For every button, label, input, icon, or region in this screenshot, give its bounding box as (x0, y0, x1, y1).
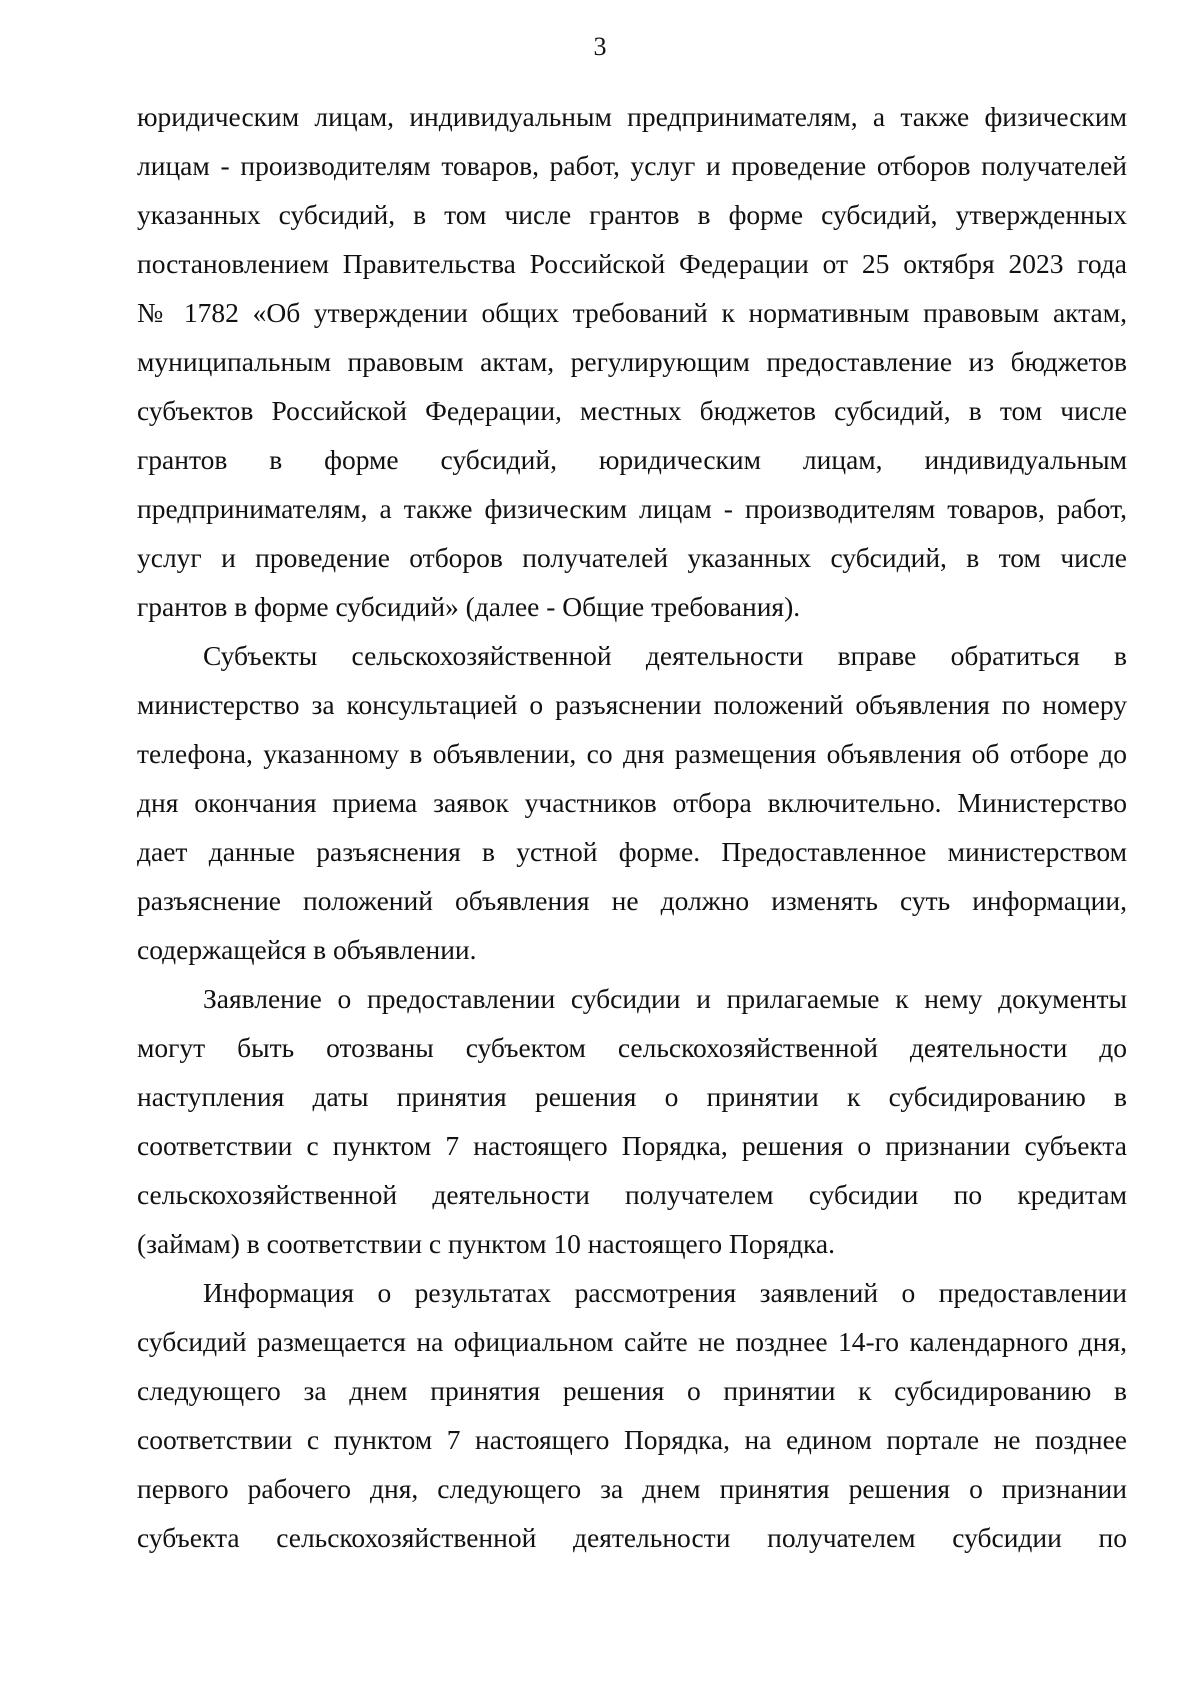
text-line: (займам) в соответствии с пунктом 10 настоящего Порядка. (137, 1228, 836, 1259)
paragraph-3 (137, 974, 1127, 1268)
text-line: сельскохозяйственной деятельности получателем субсидии по кредитам (137, 1179, 1127, 1210)
paragraph-1 (137, 92, 1127, 631)
paragraph-2 (137, 631, 1127, 974)
text-line: первого рабочего дня, следующего за днем принятия решения о признании (137, 1473, 1127, 1504)
text-line: грантов в форме субсидий, юридическим лицам, индивидуальным (137, 444, 1127, 475)
text-line: могут быть отозваны субъектом сельскохозяйственной деятельности до (137, 1032, 1127, 1063)
text-line: указанных субсидий, в том числе грантов в форме субсидий, утвержденных (137, 199, 1127, 230)
text-line: дает данные разъяснения в устной форме. Предоставленное министерством (137, 836, 1127, 867)
text-line: Информация о результатах рассмотрения заявлений о предоставлении (203, 1277, 1127, 1308)
text-line: субъектов Российской Федерации, местных бюджетов субсидий, в том числе (137, 395, 1127, 426)
text-line: наступления даты принятия решения о принятии к субсидированию в (137, 1081, 1127, 1112)
text-line: № 1782 «Об утверждении общих требований к нормативным правовым актам, (137, 297, 1127, 328)
text-line: содержащейся в объявлении. (137, 934, 477, 965)
page-number: 3 (593, 32, 607, 61)
text-line: следующего за днем принятия решения о принятии к субсидированию в (137, 1375, 1127, 1406)
text-line: лицам - производителям товаров, работ, услуг и проведение отборов получателей (137, 150, 1127, 181)
text-line: субъекта сельскохозяйственной деятельности получателем субсидии по (137, 1522, 1127, 1553)
text-line: муниципальным правовым актам, регулирующим предоставление из бюджетов (137, 346, 1127, 377)
text-line: разъяснение положений объявления не должно изменять суть информации, (137, 885, 1127, 916)
text-line: Заявление о предоставлении субсидии и прилагаемые к нему документы (203, 983, 1127, 1014)
text-line: юридическим лицам, индивидуальным предпринимателям, а также физическим (137, 101, 1127, 132)
paragraph-4 (137, 1268, 1127, 1562)
text-line: предпринимателям, а также физическим лицам - производителям товаров, работ, (137, 493, 1127, 524)
text-line: услуг и проведение отборов получателей указанных субсидий, в том числе (137, 542, 1127, 573)
text-line: грантов в форме субсидий» (далее - Общие требования). (137, 591, 801, 622)
text-line: постановлением Правительства Российской Федерации от 25 октября 2023 года (137, 248, 1127, 279)
text-line: Субъекты сельскохозяйственной деятельности вправе обратиться в (203, 640, 1127, 671)
text-line: субсидий размещается на официальном сайте не позднее 14-го календарного дня, (137, 1326, 1127, 1357)
text-line: соответствии с пунктом 7 настоящего Порядка, на едином портале не позднее (137, 1424, 1127, 1455)
text-line: соответствии с пунктом 7 настоящего Порядка, решения о признании субъекта (137, 1130, 1127, 1161)
text-line: телефона, указанному в объявлении, со дня размещения объявления об отборе до (137, 738, 1127, 769)
text-line: министерство за консультацией о разъяснении положений объявления по номеру (137, 689, 1127, 720)
document-body (137, 92, 1127, 1562)
text-line: дня окончания приема заявок участников отбора включительно. Министерство (137, 787, 1127, 818)
